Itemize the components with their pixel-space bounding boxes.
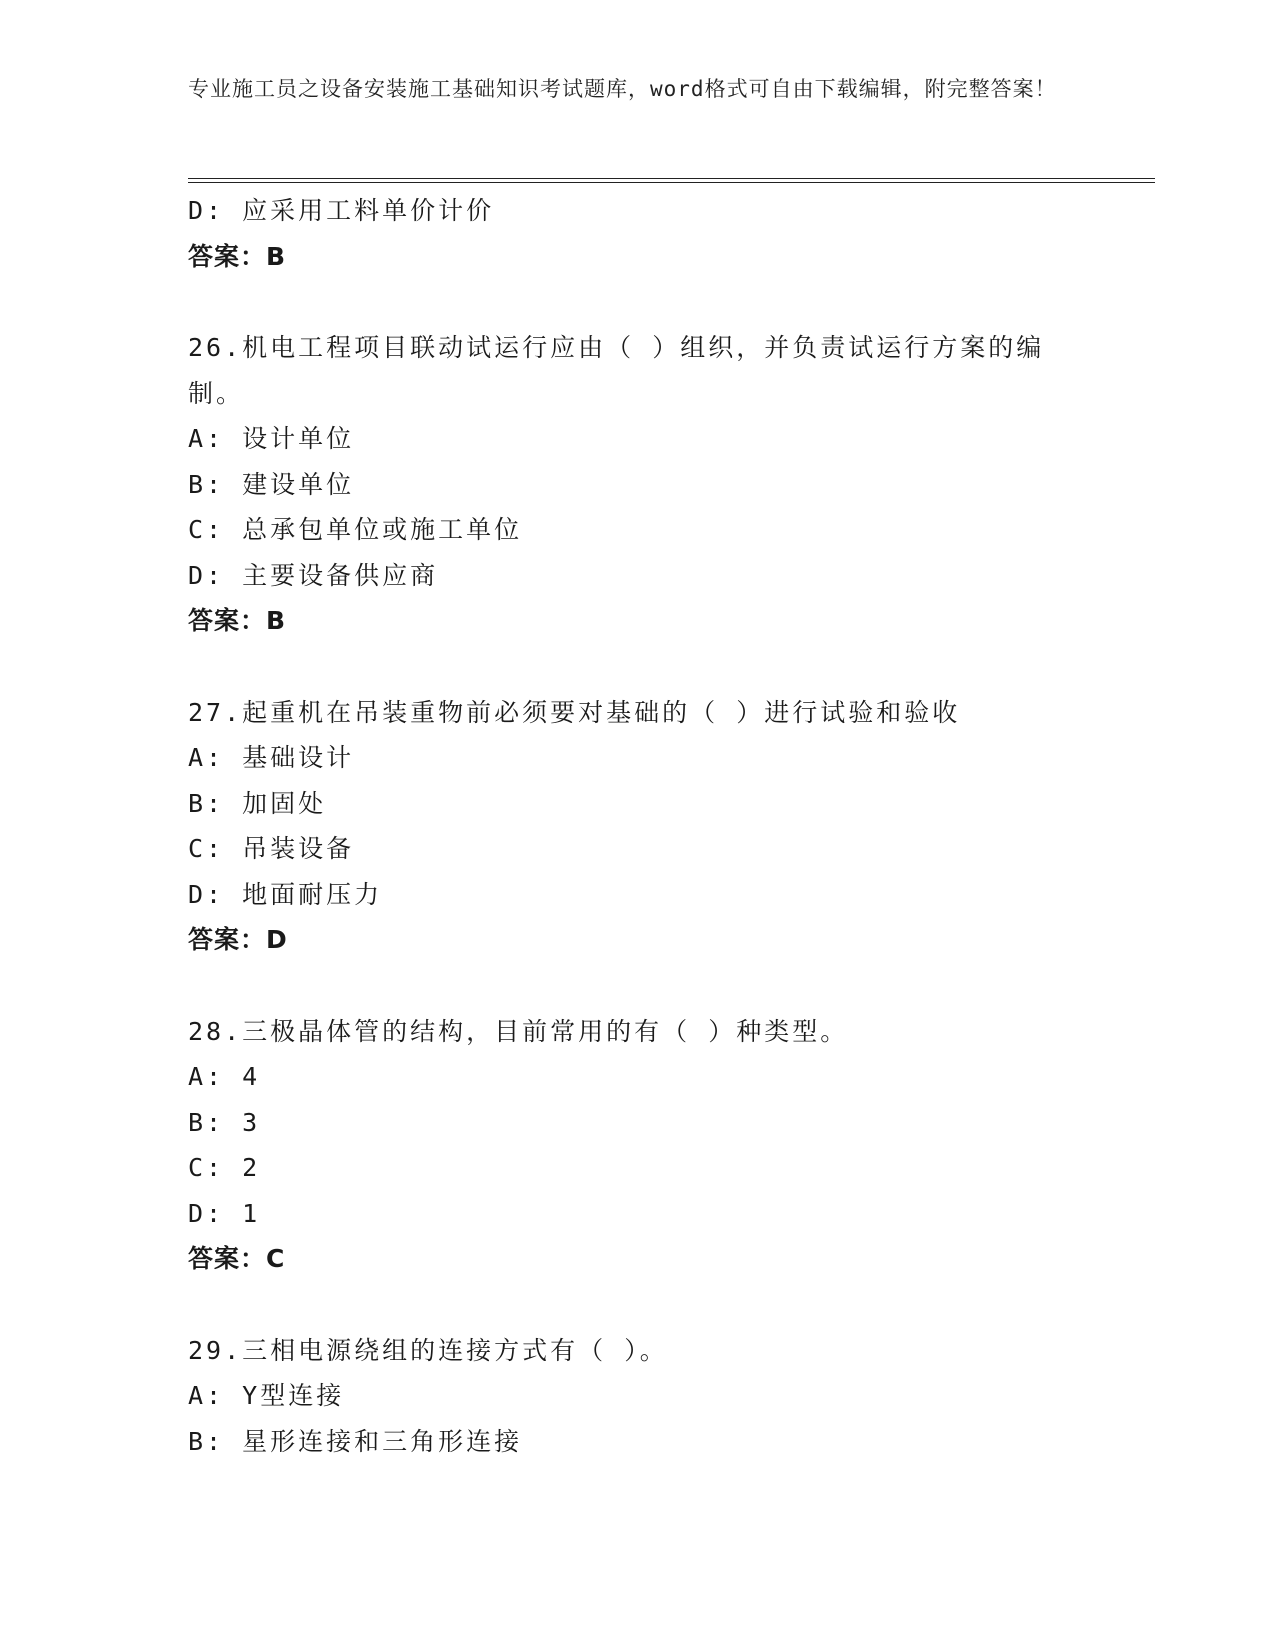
option-b: B: 星形连接和三角形连接 [188, 1426, 523, 1456]
option-a: A: Y型连接 [188, 1381, 345, 1410]
option-d: D: 主要设备供应商 [188, 560, 439, 590]
answer-line: 答案：B [188, 241, 287, 271]
option-d: D: 应采用工料单价计价 [188, 196, 495, 225]
option-b: B: 加固处 [188, 788, 327, 818]
question-stem: 27.起重机在吊装重物前必须要对基础的（ ）进行试验和验收 [188, 697, 961, 727]
spacer [188, 963, 1088, 1009]
question-27 [188, 690, 1088, 963]
spacer [188, 279, 1088, 325]
option-a: A: 设计单位 [188, 424, 355, 453]
header-rule-bottom [188, 182, 1155, 183]
page-header: 专业施工员之设备安装施工基础知识考试题库，word格式可自由下载编辑，附完整答案！ [188, 77, 1057, 101]
question-content [188, 188, 1088, 1464]
option-d: D: 地面耐压力 [188, 879, 383, 909]
question-28 [188, 1009, 1088, 1282]
question-29 [188, 1328, 1088, 1465]
option-a: A: 4 [188, 1062, 261, 1091]
option-d: D: 1 [188, 1198, 261, 1228]
question-stem: 29.三相电源绕组的连接方式有（ ）。 [188, 1335, 668, 1365]
spacer [188, 1282, 1088, 1328]
answer-line: 答案：C [188, 1244, 286, 1273]
header-rule-top [188, 178, 1155, 179]
option-a: A: 基础设计 [188, 743, 355, 772]
option-b: B: 3 [188, 1107, 261, 1137]
option-c: C: 吊装设备 [188, 834, 355, 863]
question-26 [188, 325, 1088, 644]
option-b: B: 建设单位 [188, 469, 355, 499]
option-c: C: 总承包单位或施工单位 [188, 515, 523, 544]
spacer [188, 644, 1088, 690]
answer-line: 答案：D [188, 925, 288, 954]
option-c: C: 2 [188, 1153, 261, 1182]
answer-line: 答案：B [188, 606, 287, 635]
question-stem: 28.三极晶体管的结构，目前常用的有（ ）种类型。 [188, 1016, 849, 1046]
question-stem: 26.机电工程项目联动试运行应由（ ）组织，并负责试运行方案的编制。 [188, 333, 1045, 408]
